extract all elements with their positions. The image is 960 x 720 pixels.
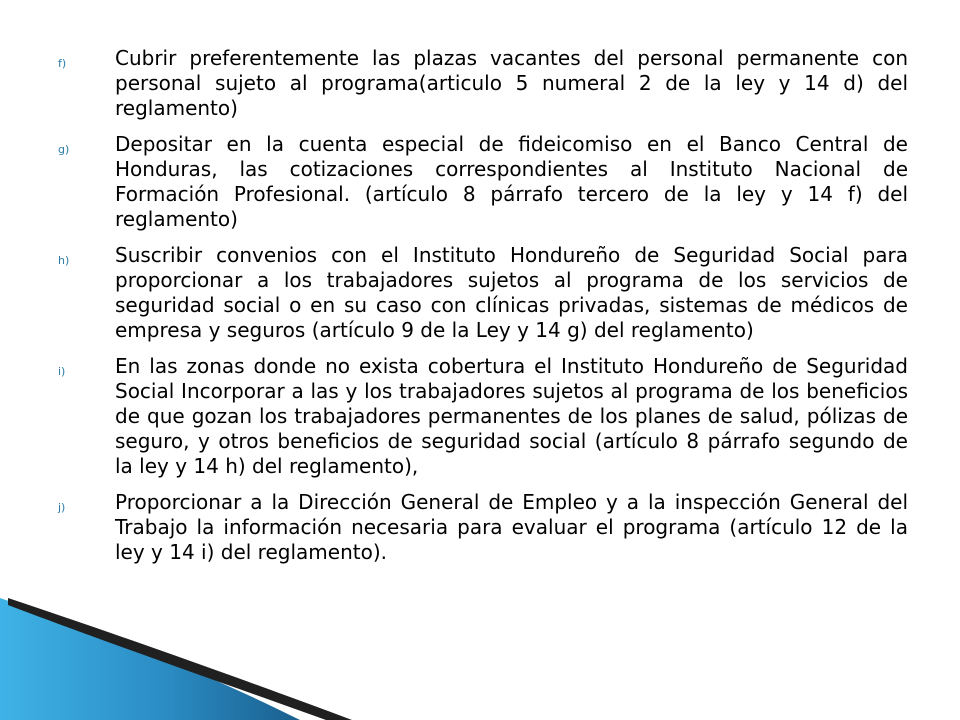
list-item [58, 46, 908, 121]
bullet-list [58, 46, 908, 576]
list-item [58, 243, 908, 343]
list-item [58, 132, 908, 232]
list-item-text: Depositar en la cuenta especial de fideicomiso en el Banco Central de Honduras, las cotizaciones correspondientes al Instituto Nacional de Formación Profesional. (artículo 8 párrafo tercero de la ley y 14 f) del reglamento) [115, 132, 908, 231]
list-item [58, 490, 908, 565]
list-item-text: En las zonas donde no exista cobertura el Instituto Hondureño de Seguridad Social Incorporar a las y los trabajadores sujetos al programa de los beneficios de que gozan los trabajadores permanentes de los planes de salud, pólizas de seguro, y otros beneficios de seguridad social (artículo 8 párrafo segundo de la ley y 14 h) del reglamento), [115, 354, 908, 478]
list-item-text: Suscribir convenios con el Instituto Hondureño de Seguridad Social para proporcionar a los trabajadores sujetos al programa de los servicios de seguridad social o en su caso con clínicas privadas, sistemas de médicos de empresa y seguros (artículo 9 de la Ley y 14 g) del reglamento) [115, 243, 908, 342]
list-marker: f) [58, 57, 67, 70]
list-item-text: Proporcionar a la Dirección General de Empleo y a la inspección General del Trabajo la información necesaria para evaluar el programa (artículo 12 de la ley y 14 i) del reglamento). [115, 490, 908, 564]
list-marker: h) [58, 254, 70, 267]
list-marker: j) [58, 501, 66, 514]
list-item-text: Cubrir preferentemente las plazas vacantes del personal permanente con personal sujeto al programa(articulo 5 numeral 2 de la ley y 14 d) del reglamento) [115, 46, 908, 120]
list-item [58, 354, 908, 479]
list-marker: i) [58, 365, 66, 378]
list-marker: g) [58, 143, 70, 156]
